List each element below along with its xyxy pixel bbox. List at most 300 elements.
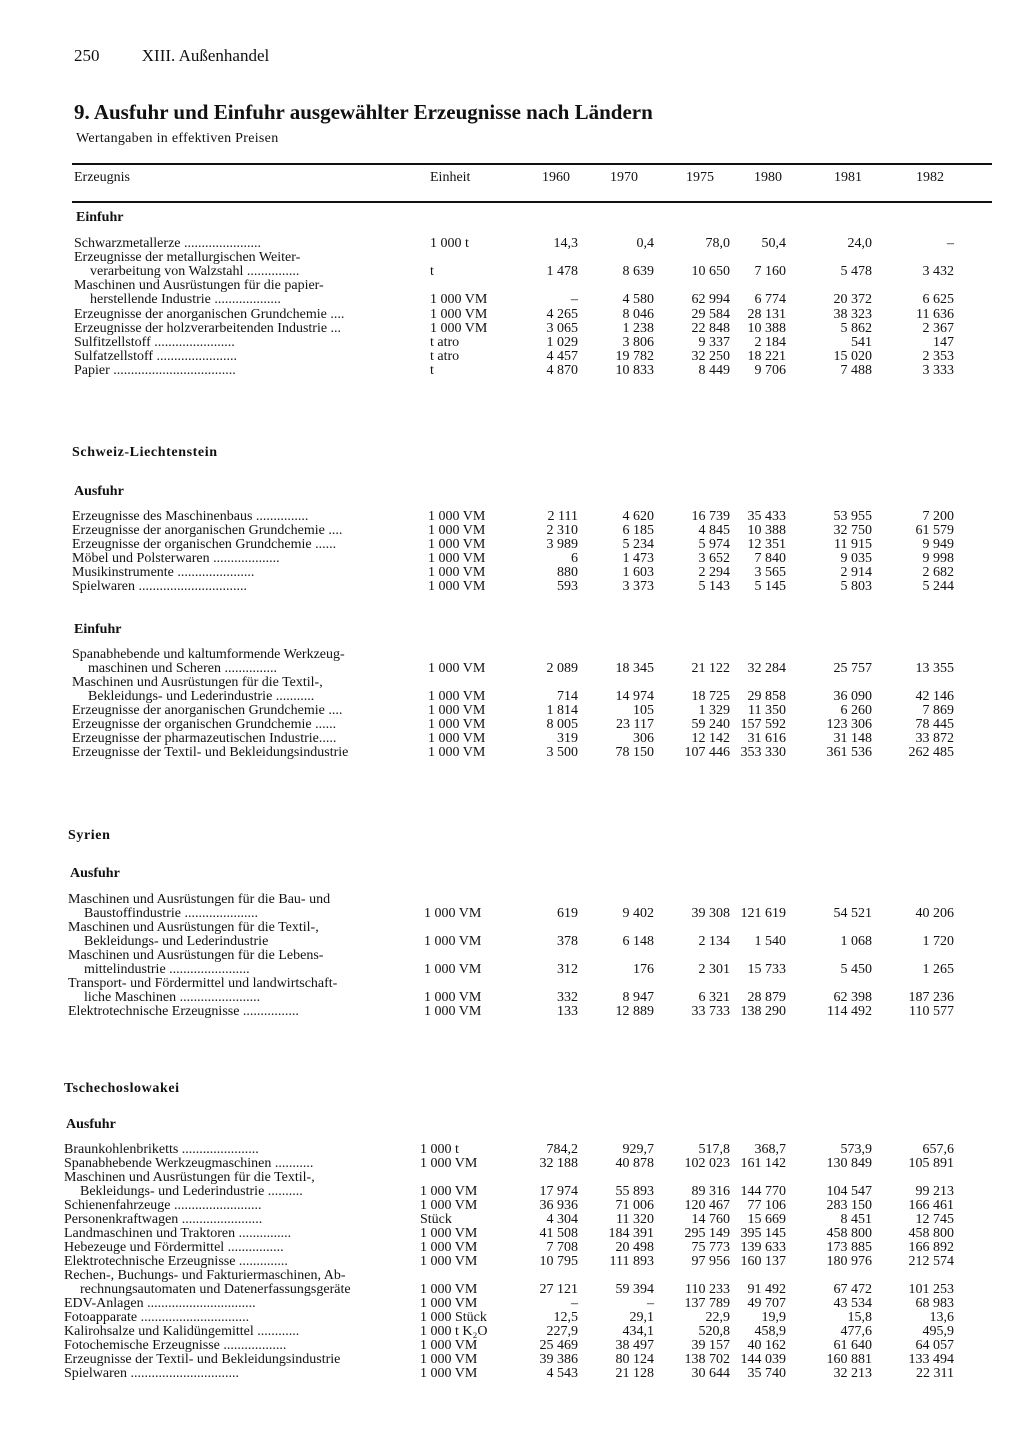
- unit-cell: 1 000 VM: [428, 579, 486, 594]
- value-cell: 332: [557, 990, 578, 1005]
- value-cell: 22,9: [705, 1310, 730, 1325]
- product-label: Maschinen und Ausrüstungen für die Textil-,: [64, 1170, 315, 1185]
- value-cell: 137 789: [684, 1296, 730, 1311]
- value-cell: 10 795: [539, 1254, 578, 1269]
- value-cell: 11 320: [616, 1212, 654, 1227]
- value-cell: 15 669: [747, 1212, 786, 1227]
- value-cell: 295 149: [684, 1226, 730, 1241]
- value-cell: 8 451: [840, 1212, 872, 1227]
- value-cell: 9 706: [754, 363, 786, 378]
- value-cell: 9 998: [922, 551, 954, 566]
- product-label: Schienenfahrzeuge .........................: [64, 1198, 262, 1213]
- value-cell: 2 367: [922, 321, 954, 336]
- value-cell: –: [647, 1296, 654, 1311]
- value-cell: 176: [633, 962, 654, 977]
- value-cell: 21 122: [691, 661, 730, 676]
- value-cell: 50,4: [761, 236, 786, 251]
- table-title: 9. Ausfuhr und Einfuhr ausgewählter Erzeugnisse nach Ländern: [74, 100, 653, 124]
- value-cell: 59 394: [615, 1282, 654, 1297]
- unit-cell: 1 000 VM: [428, 745, 486, 760]
- unit-cell: 1 000 VM: [420, 1254, 478, 1269]
- product-label: Maschinen und Ausrüstungen für die Lebens-: [68, 948, 324, 963]
- value-cell: 38 323: [833, 307, 872, 322]
- value-cell: 25 469: [539, 1338, 578, 1353]
- value-cell: 541: [851, 335, 872, 350]
- value-cell: 35 740: [747, 1366, 786, 1381]
- header-year-1982: 1982: [916, 170, 944, 185]
- page-number: 250: [74, 46, 100, 65]
- flow-heading: Ausfuhr: [70, 866, 120, 881]
- value-cell: 784,2: [546, 1142, 578, 1157]
- product-label-continued: Bekleidungs- und Lederindustrie ..........: [80, 1184, 303, 1199]
- value-cell: 16 739: [691, 509, 730, 524]
- value-cell: 283 150: [826, 1198, 872, 1213]
- product-label: Spanabhebende und kaltumformende Werkzeug-: [72, 647, 345, 662]
- value-cell: 657,6: [922, 1142, 954, 1157]
- value-cell: 227,9: [546, 1324, 578, 1339]
- value-cell: 6: [571, 551, 578, 566]
- product-label-continued: mittelindustrie .......................: [84, 962, 250, 977]
- product-label-continued: rechnungsautomaten und Datenerfassungsgeräte: [80, 1282, 351, 1297]
- value-cell: 15 733: [747, 962, 786, 977]
- header-product: Erzeugnis: [74, 170, 130, 185]
- value-cell: 97 956: [691, 1254, 730, 1269]
- product-label: Transport- und Fördermittel und landwirtschaft-: [68, 976, 338, 991]
- product-label: Schwarzmetallerze ......................: [74, 236, 261, 251]
- value-cell: –: [571, 292, 578, 307]
- flow-heading: Einfuhr: [74, 622, 122, 637]
- value-cell: 20 372: [833, 292, 872, 307]
- value-cell: 111 893: [609, 1254, 654, 1269]
- value-cell: 262 485: [908, 745, 954, 760]
- value-cell: 99 213: [915, 1184, 954, 1199]
- unit-cell: 1 000 VM: [420, 1226, 478, 1241]
- value-cell: 458 800: [826, 1226, 872, 1241]
- value-cell: 173 885: [826, 1240, 872, 1255]
- value-cell: 19,9: [761, 1310, 786, 1325]
- value-cell: 319: [557, 731, 578, 746]
- value-cell: 4 265: [546, 307, 578, 322]
- value-cell: 12 889: [615, 1004, 654, 1019]
- value-cell: 0,4: [636, 236, 654, 251]
- value-cell: 43 534: [833, 1296, 872, 1311]
- product-label: Elektrotechnische Erzeugnisse ................: [68, 1004, 299, 1019]
- value-cell: 15,8: [847, 1310, 872, 1325]
- unit-cell: 1 000 t: [430, 236, 469, 251]
- product-label-continued: herstellende Industrie ...................: [90, 292, 281, 307]
- unit-cell: 1 000 VM: [428, 523, 486, 538]
- unit-cell: 1 000 VM: [428, 717, 486, 732]
- unit-cell: 1 000 VM: [420, 1198, 478, 1213]
- unit-cell: 1 000 VM: [424, 906, 482, 921]
- value-cell: 1 265: [922, 962, 954, 977]
- value-cell: 31 148: [833, 731, 872, 746]
- running-head: [74, 46, 269, 66]
- value-cell: 25 757: [833, 661, 872, 676]
- value-cell: 166 461: [908, 1198, 954, 1213]
- value-cell: 3 989: [546, 537, 578, 552]
- value-cell: 39 308: [691, 906, 730, 921]
- value-cell: 714: [557, 689, 578, 704]
- value-cell: 5 974: [698, 537, 730, 552]
- value-cell: 40 162: [747, 1338, 786, 1353]
- value-cell: 4 457: [546, 349, 578, 364]
- value-cell: 6 260: [840, 703, 872, 718]
- product-label: Hebezeuge und Fördermittel ................: [64, 1240, 284, 1255]
- value-cell: 880: [557, 565, 578, 580]
- product-label: Erzeugnisse der organischen Grundchemie ......: [72, 537, 337, 552]
- value-cell: 75 773: [691, 1240, 730, 1255]
- value-cell: 12 142: [691, 731, 730, 746]
- product-label: Spielwaren ...............................: [64, 1366, 239, 1381]
- value-cell: 1 540: [754, 934, 786, 949]
- flow-heading: Einfuhr: [76, 210, 124, 225]
- unit-cell: 1 000 VM: [428, 509, 486, 524]
- value-cell: 3 333: [922, 363, 954, 378]
- value-cell: 78,0: [705, 236, 730, 251]
- unit-cell: 1 000 VM: [424, 962, 482, 977]
- value-cell: 39 386: [539, 1352, 578, 1367]
- value-cell: 5 143: [698, 579, 730, 594]
- value-cell: 187 236: [908, 990, 954, 1005]
- product-label-continued: Bekleidungs- und Lederindustrie: [84, 934, 269, 949]
- value-cell: 6 774: [754, 292, 786, 307]
- value-cell: 12,5: [553, 1310, 578, 1325]
- value-cell: 2 310: [546, 523, 578, 538]
- value-cell: 31 616: [747, 731, 786, 746]
- value-cell: 1 814: [546, 703, 578, 718]
- value-cell: 91 492: [747, 1282, 786, 1297]
- value-cell: 24,0: [847, 236, 872, 251]
- value-cell: 21 128: [615, 1366, 654, 1381]
- value-cell: 71 006: [615, 1198, 654, 1213]
- value-cell: 62 398: [833, 990, 872, 1005]
- value-cell: 14 974: [615, 689, 654, 704]
- value-cell: 2 089: [546, 661, 578, 676]
- unit-cell: 1 000 t K₂O: [420, 1324, 488, 1339]
- product-label-continued: maschinen und Scheren ...............: [88, 661, 277, 676]
- value-cell: 517,8: [698, 1142, 730, 1157]
- value-cell: 77 106: [747, 1198, 786, 1213]
- product-label: Erzeugnisse der Textil- und Bekleidungsindustrie: [72, 745, 349, 760]
- value-cell: 17 974: [539, 1184, 578, 1199]
- header-unit: Einheit: [430, 170, 471, 185]
- value-cell: 166 892: [908, 1240, 954, 1255]
- value-cell: 40 878: [615, 1156, 654, 1171]
- product-label-continued: liche Maschinen .......................: [84, 990, 261, 1005]
- value-cell: 1 478: [546, 264, 578, 279]
- unit-cell: 1 000 VM: [424, 934, 482, 949]
- value-cell: 138 702: [684, 1352, 730, 1367]
- value-cell: 33 872: [915, 731, 954, 746]
- value-cell: 3 565: [754, 565, 786, 580]
- value-cell: 7 708: [546, 1240, 578, 1255]
- value-cell: 147: [933, 335, 954, 350]
- value-cell: 89 316: [691, 1184, 730, 1199]
- value-cell: 42 146: [915, 689, 954, 704]
- unit-cell: 1 000 VM: [428, 731, 486, 746]
- value-cell: 160 137: [740, 1254, 786, 1269]
- unit-cell: 1 000 VM: [430, 292, 488, 307]
- value-cell: 184 391: [608, 1226, 654, 1241]
- value-cell: 1 603: [622, 565, 654, 580]
- product-label: Papier ...................................: [74, 363, 236, 378]
- product-label: Erzeugnisse der holzverarbeitenden Industrie ...: [74, 321, 342, 336]
- value-cell: 180 976: [826, 1254, 872, 1269]
- value-cell: 54 521: [833, 906, 872, 921]
- value-cell: 130 849: [826, 1156, 872, 1171]
- product-label: Kalirohsalze und Kalidüngemittel ............: [64, 1324, 300, 1339]
- value-cell: 2 134: [698, 934, 730, 949]
- value-cell: 5 145: [754, 579, 786, 594]
- value-cell: 67 472: [833, 1282, 872, 1297]
- value-cell: 6 625: [922, 292, 954, 307]
- value-cell: –: [947, 236, 954, 251]
- header-bottom-rule: [72, 201, 992, 203]
- value-cell: 4 580: [622, 292, 654, 307]
- product-label: Sulfitzellstoff .......................: [74, 335, 235, 350]
- value-cell: 13 355: [915, 661, 954, 676]
- unit-cell: 1 000 VM: [430, 307, 488, 322]
- value-cell: 4 870: [546, 363, 578, 378]
- value-cell: 312: [557, 962, 578, 977]
- product-label: Erzeugnisse der anorganischen Grundchemie ....: [72, 703, 343, 718]
- value-cell: 8 046: [622, 307, 654, 322]
- value-cell: 14,3: [553, 236, 578, 251]
- flow-heading: Ausfuhr: [66, 1117, 116, 1132]
- unit-cell: 1 000 VM: [428, 537, 486, 552]
- value-cell: 104 547: [826, 1184, 872, 1199]
- value-cell: 3 500: [546, 745, 578, 760]
- product-label: Spanabhebende Werkzeugmaschinen ...........: [64, 1156, 314, 1171]
- product-label: Erzeugnisse der pharmazeutischen Industrie.....: [72, 731, 337, 746]
- flow-heading: Ausfuhr: [74, 484, 124, 499]
- product-label: Landmaschinen und Traktoren ...............: [64, 1226, 292, 1241]
- value-cell: 64 057: [915, 1338, 954, 1353]
- value-cell: 105 891: [908, 1156, 954, 1171]
- value-cell: 133: [557, 1004, 578, 1019]
- value-cell: 7 840: [754, 551, 786, 566]
- value-cell: 121 619: [740, 906, 786, 921]
- value-cell: 1 238: [622, 321, 654, 336]
- value-cell: 39 157: [691, 1338, 730, 1353]
- value-cell: 395 145: [740, 1226, 786, 1241]
- value-cell: 1 473: [622, 551, 654, 566]
- value-cell: 10 388: [747, 523, 786, 538]
- header-year-1960: 1960: [542, 170, 570, 185]
- value-cell: 133 494: [908, 1352, 954, 1367]
- value-cell: 10 388: [747, 321, 786, 336]
- value-cell: 7 200: [922, 509, 954, 524]
- value-cell: 3 652: [698, 551, 730, 566]
- value-cell: 20 498: [615, 1240, 654, 1255]
- value-cell: 78 150: [615, 745, 654, 760]
- value-cell: 120 467: [684, 1198, 730, 1213]
- value-cell: 28 131: [747, 307, 786, 322]
- chapter-title: XIII. Außenhandel: [141, 46, 270, 65]
- value-cell: 14 760: [691, 1212, 730, 1227]
- value-cell: 40 206: [915, 906, 954, 921]
- unit-cell: 1 000 VM: [424, 990, 482, 1005]
- value-cell: 9 949: [922, 537, 954, 552]
- product-label: Maschinen und Ausrüstungen für die Textil-,: [72, 675, 323, 690]
- value-cell: 573,9: [840, 1142, 872, 1157]
- product-label: Erzeugnisse der anorganischen Grundchemie ....: [72, 523, 343, 538]
- unit-cell: 1 000 VM: [420, 1296, 478, 1311]
- value-cell: 619: [557, 906, 578, 921]
- value-cell: –: [571, 1296, 578, 1311]
- value-cell: 29 858: [747, 689, 786, 704]
- unit-cell: 1 000 VM: [428, 565, 486, 580]
- unit-cell: Stück: [420, 1212, 452, 1227]
- value-cell: 212 574: [908, 1254, 954, 1269]
- unit-cell: 1 000 Stück: [420, 1310, 487, 1325]
- value-cell: 19 782: [615, 349, 654, 364]
- header-top-rule: [72, 163, 992, 165]
- value-cell: 4 543: [546, 1366, 578, 1381]
- unit-cell: 1 000 VM: [420, 1184, 478, 1199]
- value-cell: 78 445: [915, 717, 954, 732]
- value-cell: 378: [557, 934, 578, 949]
- value-cell: 27 121: [539, 1282, 578, 1297]
- value-cell: 107 446: [684, 745, 730, 760]
- product-label: Elektrotechnische Erzeugnisse ..............: [64, 1254, 288, 1269]
- value-cell: 9 402: [622, 906, 654, 921]
- value-cell: 8 449: [698, 363, 730, 378]
- product-label: Möbel und Polsterwaren ...................: [72, 551, 280, 566]
- value-cell: 2 301: [698, 962, 730, 977]
- unit-cell: 1 000 VM: [430, 321, 488, 336]
- value-cell: 458 800: [908, 1226, 954, 1241]
- value-cell: 12 351: [747, 537, 786, 552]
- value-cell: 32 188: [539, 1156, 578, 1171]
- unit-cell: 1 000 VM: [428, 689, 486, 704]
- value-cell: 3 065: [546, 321, 578, 336]
- value-cell: 22 848: [691, 321, 730, 336]
- value-cell: 6 148: [622, 934, 654, 949]
- unit-cell: 1 000 VM: [420, 1352, 478, 1367]
- value-cell: 9 035: [840, 551, 872, 566]
- value-cell: 1 329: [698, 703, 730, 718]
- value-cell: 4 304: [546, 1212, 578, 1227]
- header-year-1981: 1981: [834, 170, 862, 185]
- value-cell: 160 881: [826, 1352, 872, 1367]
- product-label: Personenkraftwagen .......................: [64, 1212, 263, 1227]
- product-label: Maschinen und Ausrüstungen für die Bau- und: [68, 892, 331, 907]
- value-cell: 5 478: [840, 264, 872, 279]
- unit-cell: t atro: [430, 335, 460, 350]
- value-cell: 10 833: [615, 363, 654, 378]
- value-cell: 1 068: [840, 934, 872, 949]
- unit-cell: 1 000 VM: [420, 1366, 478, 1381]
- product-label: Erzeugnisse des Maschinenbaus ...............: [72, 509, 309, 524]
- product-label: Erzeugnisse der anorganischen Grundchemie ....: [74, 307, 345, 322]
- unit-cell: 1 000 VM: [428, 551, 486, 566]
- unit-cell: t: [430, 363, 434, 378]
- value-cell: 138 290: [740, 1004, 786, 1019]
- value-cell: 110 577: [909, 1004, 954, 1019]
- value-cell: 2 682: [922, 565, 954, 580]
- value-cell: 13,6: [929, 1310, 954, 1325]
- value-cell: 5 803: [840, 579, 872, 594]
- value-cell: 2 294: [698, 565, 730, 580]
- value-cell: 361 536: [826, 745, 872, 760]
- value-cell: 2 111: [547, 509, 578, 524]
- value-cell: 53 955: [833, 509, 872, 524]
- value-cell: 11 350: [748, 703, 786, 718]
- product-label-continued: Baustoffindustrie .....................: [84, 906, 258, 921]
- value-cell: 59 240: [691, 717, 730, 732]
- country-heading: Tschechoslowakei: [64, 1081, 180, 1096]
- value-cell: 12 745: [915, 1212, 954, 1227]
- value-cell: 114 492: [827, 1004, 872, 1019]
- value-cell: 30 644: [691, 1366, 730, 1381]
- value-cell: 3 806: [622, 335, 654, 350]
- value-cell: 33 733: [691, 1004, 730, 1019]
- value-cell: 306: [633, 731, 654, 746]
- value-cell: 7 160: [754, 264, 786, 279]
- value-cell: 144 039: [740, 1352, 786, 1367]
- product-label: Sulfatzellstoff .......................: [74, 349, 238, 364]
- value-cell: 18 345: [615, 661, 654, 676]
- value-cell: 7 488: [840, 363, 872, 378]
- value-cell: 2 914: [840, 565, 872, 580]
- value-cell: 55 893: [615, 1184, 654, 1199]
- value-cell: 36 090: [833, 689, 872, 704]
- value-cell: 3 432: [922, 264, 954, 279]
- value-cell: 32 750: [833, 523, 872, 538]
- value-cell: 101 253: [908, 1282, 954, 1297]
- value-cell: 5 244: [922, 579, 954, 594]
- product-label: EDV-Anlagen ...............................: [64, 1296, 256, 1311]
- value-cell: 593: [557, 579, 578, 594]
- value-cell: 49 707: [747, 1296, 786, 1311]
- value-cell: 15 020: [833, 349, 872, 364]
- value-cell: 102 023: [684, 1156, 730, 1171]
- value-cell: 11 636: [916, 307, 954, 322]
- product-label: Fotoapparate ...............................: [64, 1310, 250, 1325]
- value-cell: 1 720: [922, 934, 954, 949]
- value-cell: 23 117: [616, 717, 654, 732]
- unit-cell: 1 000 VM: [420, 1282, 478, 1297]
- unit-cell: 1 000 VM: [428, 703, 486, 718]
- product-label-continued: verarbeitung von Walzstahl ...............: [90, 264, 300, 279]
- unit-cell: t atro: [430, 349, 460, 364]
- value-cell: 6 321: [698, 990, 730, 1005]
- value-cell: 144 770: [740, 1184, 786, 1199]
- header-year-1980: 1980: [754, 170, 782, 185]
- product-label: Spielwaren ...............................: [72, 579, 247, 594]
- value-cell: 161 142: [740, 1156, 786, 1171]
- product-label-continued: Bekleidungs- und Lederindustrie ...........: [88, 689, 315, 704]
- value-cell: 520,8: [698, 1324, 730, 1339]
- value-cell: 29,1: [629, 1310, 654, 1325]
- value-cell: 32 213: [833, 1366, 872, 1381]
- value-cell: 7 869: [922, 703, 954, 718]
- value-cell: 68 983: [915, 1296, 954, 1311]
- value-cell: 458,9: [754, 1324, 786, 1339]
- country-heading: Schweiz-Liechtenstein: [72, 445, 218, 460]
- header-year-1970: 1970: [610, 170, 638, 185]
- unit-cell: t: [430, 264, 434, 279]
- value-cell: 368,7: [754, 1142, 786, 1157]
- value-cell: 110 233: [685, 1282, 730, 1297]
- value-cell: 61 579: [915, 523, 954, 538]
- product-label: Maschinen und Ausrüstungen für die Textil-,: [68, 920, 319, 935]
- value-cell: 36 936: [539, 1198, 578, 1213]
- value-cell: 80 124: [615, 1352, 654, 1367]
- value-cell: 4 620: [622, 509, 654, 524]
